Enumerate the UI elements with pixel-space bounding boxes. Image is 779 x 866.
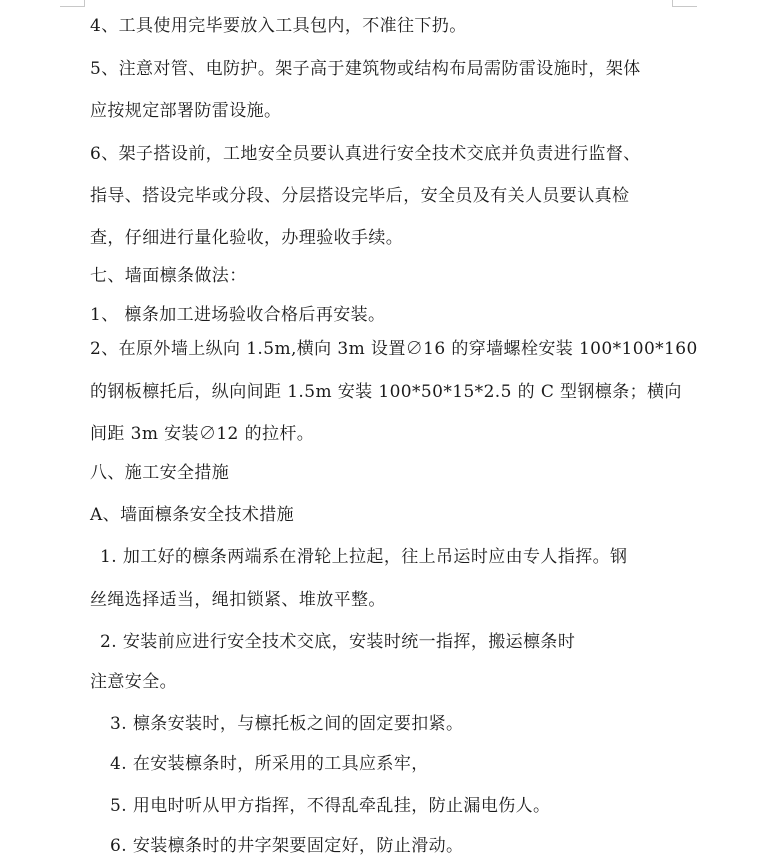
subsection-heading: A、墙面檩条安全技术措施 xyxy=(90,505,295,525)
text-line: 间距 3m 安装∅12 的拉杆。 xyxy=(90,424,315,444)
text-line: 查，仔细进行量化验收，办理验收手续。 xyxy=(90,228,404,248)
text-line: 注意安全。 xyxy=(90,672,177,692)
list-item: 4. 在安装檩条时，所采用的工具应系牢， xyxy=(110,754,429,774)
text-line: 1、 檩条加工进场验收合格后再安装。 xyxy=(90,305,386,325)
list-item: 6. 安装檩条时的井字架要固定好，防止滑动。 xyxy=(110,836,464,856)
text-line: 2、在原外墙上纵向 1.5m,横向 3m 设置∅16 的穿墙螺栓安装 100*100*160 xyxy=(90,339,698,359)
page-corner-mark-right xyxy=(672,0,697,7)
list-item: 3. 檩条安装时，与檩托板之间的固定要扣紧。 xyxy=(110,714,464,734)
list-item: 2. 安装前应进行安全技术交底，安装时统一指挥，搬运檩条时 xyxy=(100,632,576,652)
text-line: 丝绳选择适当，绳扣锁紧、堆放平整。 xyxy=(90,590,386,610)
section-heading: 八、施工安全措施 xyxy=(90,463,230,483)
text-line: 5、注意对管、电防护。架子高于建筑物或结构布局需防雷设施时，架体 xyxy=(90,59,641,79)
list-item: 5. 用电时听从甲方指挥，不得乱牵乱挂，防止漏电伤人。 xyxy=(110,796,551,816)
text-line: 的钢板檩托后，纵向间距 1.5m 安装 100*50*15*2.5 的 C 型钢檩条；横向 xyxy=(90,382,682,402)
list-item: 1. 加工好的檩条两端系在滑轮上拉起，往上吊运时应由专人指挥。钢 xyxy=(100,547,628,567)
text-line: 应按规定部署防雷设施。 xyxy=(90,101,282,121)
text-line: 指导、搭设完毕或分段、分层搭设完毕后，安全员及有关人员要认真检 xyxy=(90,186,630,206)
text-line: 6、架子搭设前，工地安全员要认真进行安全技术交底并负责进行监督、 xyxy=(90,144,641,164)
page-corner-mark-left xyxy=(60,0,85,7)
section-heading: 七、墙面檩条做法： xyxy=(90,266,247,286)
text-line: 4、工具使用完毕要放入工具包内，不准往下扔。 xyxy=(90,16,467,36)
